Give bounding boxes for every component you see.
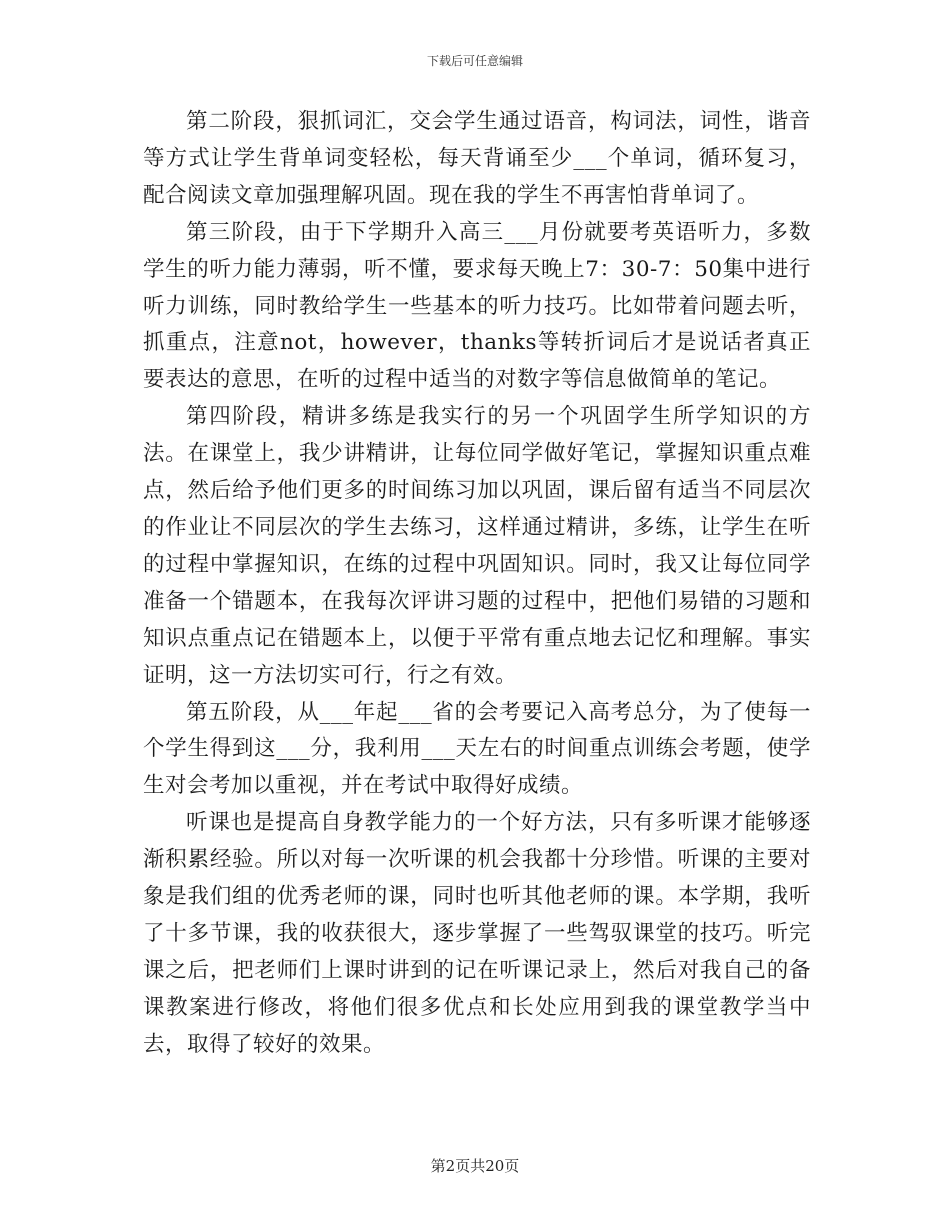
paragraph-stage-three: 第三阶段，由于下学期升入高三___月份就要考英语听力，多数学生的听力能力薄弱，听不懂，要求每天晚上7：30-7：50集中进行听力训练，同时教给学生一些基本的听力技巧。比如带着问题去听，抓重点，注意not，however，thanks等转折词后才是说话者真正要表达的意思，在听的过程中适当的对数字等信息做简单的笔记。: [143, 219, 811, 393]
paragraph-stage-four: 第四阶段，精讲多练是我实行的另一个巩固学生所学知识的方法。在课堂上，我少讲精讲，让每位同学做好笔记，掌握知识重点难点，然后给予他们更多的时间练习加以巩固，课后留有适当不同层次的作业让不同层次的学生去练习，这样通过精讲，多练，让学生在听的过程中掌握知识，在练的过程中巩固知识。同时，我又让每位同学准备一个错题本，在我每次评讲习题的过程中，把他们易错的习题和知识点重点记在错题本上，以便于平常有重点地去记忆和理解。事实证明，这一方法切实可行，行之有效。: [143, 404, 811, 688]
paragraph-lesson-observation: 听课也是提高自身教学能力的一个好方法，只有多听课才能够逐渐积累经验。所以对每一次听课的机会我都十分珍惜。听课的主要对象是我们组的优秀老师的课，同时也听其他老师的课。本学期，我听了十多节课，我的收获很大，逐步掌握了一些驾驭课堂的技巧。听完课之后，把老师们上课时讲到的记在听课记录上，然后对我自己的备课教案进行修改，将他们很多优点和长处应用到我的课堂教学当中去，取得了较好的效果。: [143, 810, 811, 1057]
paragraph-stage-two: 第二阶段，狠抓词汇，交会学生通过语音，构词法，词性，谐音等方式让学生背单词变轻松，每天背诵至少___个单词，循环复习，配合阅读文章加强理解巩固。现在我的学生不再害怕背单词了。: [143, 109, 811, 208]
paragraph-stage-five: 第五阶段，从___年起___省的会考要记入高考总分，为了使每一个学生得到这___分，我利用___天左右的时间重点训练会考题，使学生对会考加以重视，并在考试中取得好成绩。: [143, 699, 811, 799]
body-text: [143, 104, 811, 1064]
page-number: 第2页共20页: [430, 1157, 520, 1175]
page-header: 下载后可任意编辑: [426, 54, 523, 68]
